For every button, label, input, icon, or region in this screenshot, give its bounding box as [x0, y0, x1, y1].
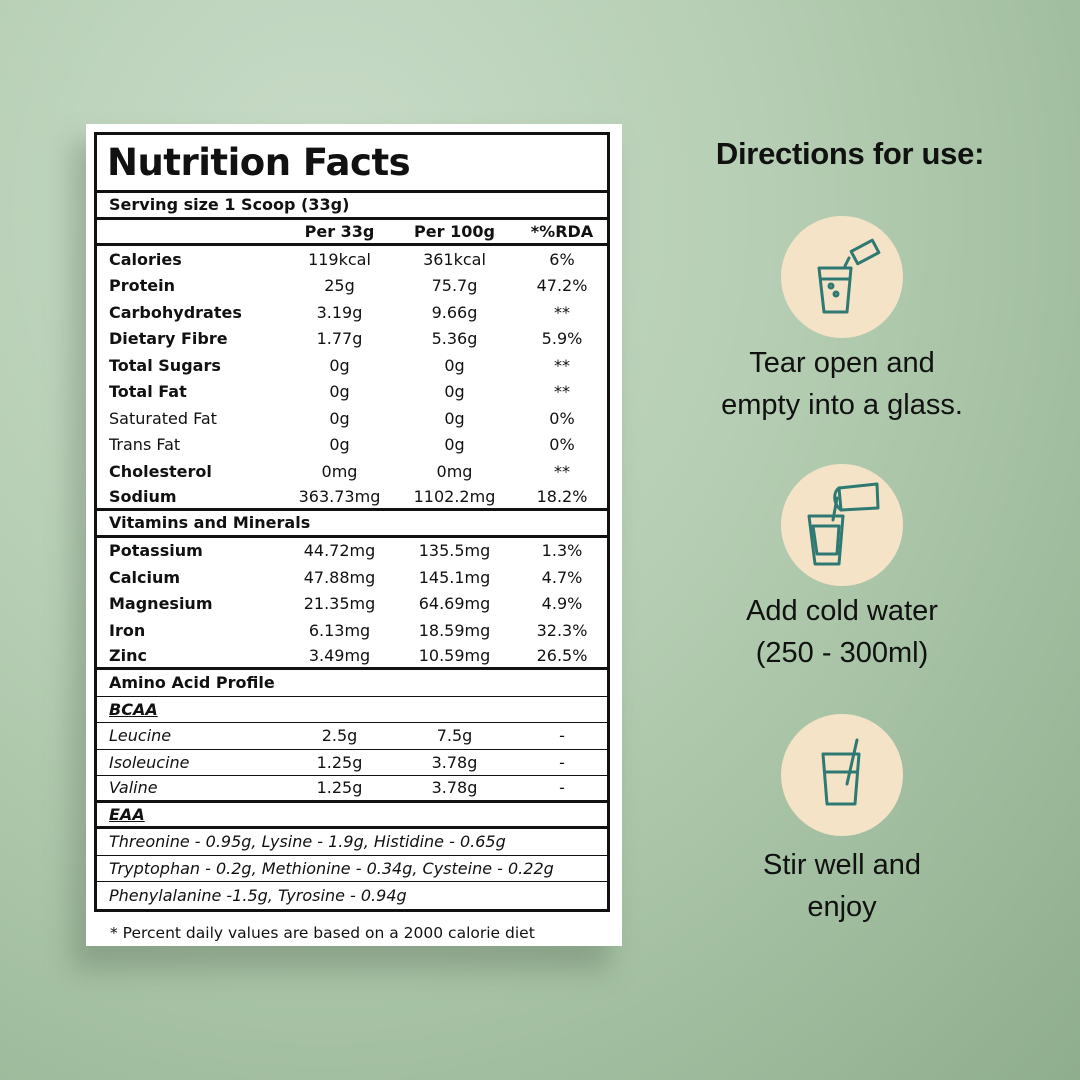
bcaa-per100: 7.5g [436, 726, 473, 746]
nutrient-rda: 0% [549, 408, 575, 428]
vitamin-name: Potassium [109, 541, 203, 561]
vitamin-row [97, 591, 607, 618]
nutrient-row [97, 432, 607, 459]
vitamin-rda: 4.9% [541, 594, 583, 614]
nutrient-per100: 0g [444, 435, 465, 455]
vitamin-row [97, 617, 607, 644]
vitamin-rda: 1.3% [541, 541, 583, 561]
nutrient-name: Carbohydrates [109, 302, 242, 322]
bcaa-row [97, 776, 607, 803]
nutrient-row [97, 352, 607, 379]
vitamin-name: Magnesium [109, 594, 213, 614]
nutrient-per33: 1.77g [316, 329, 363, 349]
eaa-line: Threonine - 0.95g, Lysine - 1.9g, Histidine - 0.65g [109, 832, 506, 852]
vitamin-rows [97, 538, 607, 671]
vitamin-per33: 44.72mg [303, 541, 376, 561]
nutrient-name: Total Sugars [109, 355, 221, 375]
nutrient-per100: 75.7g [431, 276, 478, 296]
vitamin-per100: 10.59mg [418, 645, 491, 665]
amino-heading: Amino Acid Profile [109, 673, 275, 693]
nutrient-rda: 18.2% [536, 486, 588, 506]
bcaa-per100: 3.78g [431, 778, 478, 798]
bcaa-name: Valine [109, 778, 158, 798]
step-1-line1: Tear open and [749, 347, 935, 379]
vitamin-row [97, 644, 607, 671]
nutrition-title: Nutrition Facts [97, 135, 607, 193]
nutrient-per100: 0g [444, 382, 465, 402]
vitamin-rda: 26.5% [536, 645, 588, 665]
nutrient-per33: 3.19g [316, 302, 363, 322]
step-3-line1: Stir well and [763, 849, 921, 881]
bcaa-name: Isoleucine [109, 752, 190, 772]
vitamin-name: Zinc [109, 645, 147, 665]
nutrient-name: Calories [109, 249, 182, 269]
nutrient-per33: 0g [329, 435, 350, 455]
footnote: * Percent daily values are based on a 2000 calorie diet [110, 924, 535, 942]
step-2-line2: (250 - 300ml) [755, 637, 929, 669]
nutrient-rda: ** [554, 355, 570, 375]
nutrient-name: Cholesterol [109, 461, 212, 481]
nutrient-per100: 0g [444, 355, 465, 375]
eaa-row [97, 882, 607, 909]
nutrient-name: Saturated Fat [109, 408, 217, 428]
nutrient-per33: 0g [329, 382, 350, 402]
bcaa-name: Leucine [109, 726, 172, 746]
vitamin-rda: 32.3% [536, 620, 588, 640]
nutrient-per100: 1102.2mg [413, 486, 496, 506]
eaa-heading-row [97, 803, 607, 830]
vitamin-per33: 47.88mg [303, 567, 376, 587]
bcaa-heading: BCAA [109, 699, 158, 719]
nutrient-rda: 0% [549, 435, 575, 455]
vitamin-row [97, 538, 607, 565]
eaa-row [97, 856, 607, 883]
nutrient-row [97, 326, 607, 353]
bcaa-heading-row [97, 697, 607, 724]
vitamin-rda: 4.7% [541, 567, 583, 587]
column-header: Per 100g [414, 221, 495, 241]
vitamin-per100: 18.59mg [418, 620, 491, 640]
bcaa-per33: 1.25g [316, 778, 363, 798]
bcaa-row [97, 723, 607, 750]
nutrient-row [97, 485, 607, 512]
nutrient-per100: 0mg [436, 461, 473, 481]
eaa-line: Tryptophan - 0.2g, Methionine - 0.34g, Cysteine - 0.22g [109, 858, 554, 878]
column-header-row [97, 220, 607, 247]
nutrient-row [97, 458, 607, 485]
serving-size-row [97, 193, 607, 220]
nutrient-per33: 0mg [321, 461, 358, 481]
nutrient-row [97, 246, 607, 273]
bcaa-rda: - [559, 726, 565, 746]
nutrient-name: Protein [109, 276, 175, 296]
vitamin-per33: 21.35mg [303, 594, 376, 614]
amino-heading-row [97, 670, 607, 697]
nutrient-per33: 363.73mg [298, 486, 381, 506]
bcaa-row [97, 750, 607, 777]
eaa-row [97, 829, 607, 856]
eaa-heading: EAA [109, 804, 145, 824]
step-3-text [660, 844, 1024, 928]
glass-straw-icon [781, 714, 903, 836]
nutrient-row [97, 299, 607, 326]
vitamin-name: Calcium [109, 567, 181, 587]
nutrient-rda: ** [554, 382, 570, 402]
nutrient-rda: ** [554, 461, 570, 481]
bcaa-per100: 3.78g [431, 752, 478, 772]
directions-title: Directions for use: [715, 136, 985, 171]
nutrient-name: Total Fat [109, 382, 187, 402]
nutrient-rows [97, 246, 607, 511]
nutrient-name: Trans Fat [109, 435, 181, 455]
eaa-line: Phenylalanine -1.5g, Tyrosine - 0.94g [109, 885, 407, 905]
nutrient-rda: 6% [549, 249, 575, 269]
nutrient-rda: 47.2% [536, 276, 588, 296]
step-1-line2: empty into a glass. [721, 389, 963, 421]
nutrient-per100: 9.66g [431, 302, 478, 322]
bcaa-rda: - [559, 752, 565, 772]
nutrient-rda: ** [554, 302, 570, 322]
nutrient-row [97, 379, 607, 406]
vitamin-per100: 145.1mg [418, 567, 491, 587]
nutrient-row [97, 273, 607, 300]
step-2-text [660, 590, 1024, 674]
nutrition-table [94, 132, 610, 912]
vitamins-heading-row [97, 511, 607, 538]
nutrition-card [86, 124, 622, 946]
step-1-text [660, 342, 1024, 426]
bcaa-per33: 1.25g [316, 752, 363, 772]
nutrient-per33: 25g [324, 276, 355, 296]
vitamin-name: Iron [109, 620, 146, 640]
column-header: Per 33g [304, 221, 375, 241]
vitamin-per100: 64.69mg [418, 594, 491, 614]
nutrient-per33: 119kcal [308, 249, 371, 269]
vitamin-row [97, 564, 607, 591]
vitamins-heading: Vitamins and Minerals [109, 513, 311, 533]
sachet-pour-icon [781, 216, 903, 338]
vitamin-per33: 3.49mg [308, 645, 371, 665]
vitamin-per33: 6.13mg [308, 620, 371, 640]
step-3-line2: enjoy [807, 891, 877, 923]
nutrient-rda: 5.9% [541, 329, 583, 349]
nutrient-per100: 361kcal [423, 249, 486, 269]
serving-size: Serving size 1 Scoop (33g) [109, 195, 350, 215]
water-pour-icon [781, 464, 903, 586]
column-header: *%RDA [530, 221, 594, 241]
nutrient-row [97, 405, 607, 432]
nutrient-per100: 5.36g [431, 329, 478, 349]
bcaa-per33: 2.5g [321, 726, 358, 746]
nutrient-name: Sodium [109, 486, 177, 506]
nutrient-per33: 0g [329, 355, 350, 375]
nutrient-per33: 0g [329, 408, 350, 428]
bcaa-rda: - [559, 778, 565, 798]
vitamin-per100: 135.5mg [418, 541, 491, 561]
nutrient-per100: 0g [444, 408, 465, 428]
nutrient-name: Dietary Fibre [109, 329, 228, 349]
step-2-line1: Add cold water [746, 595, 938, 627]
